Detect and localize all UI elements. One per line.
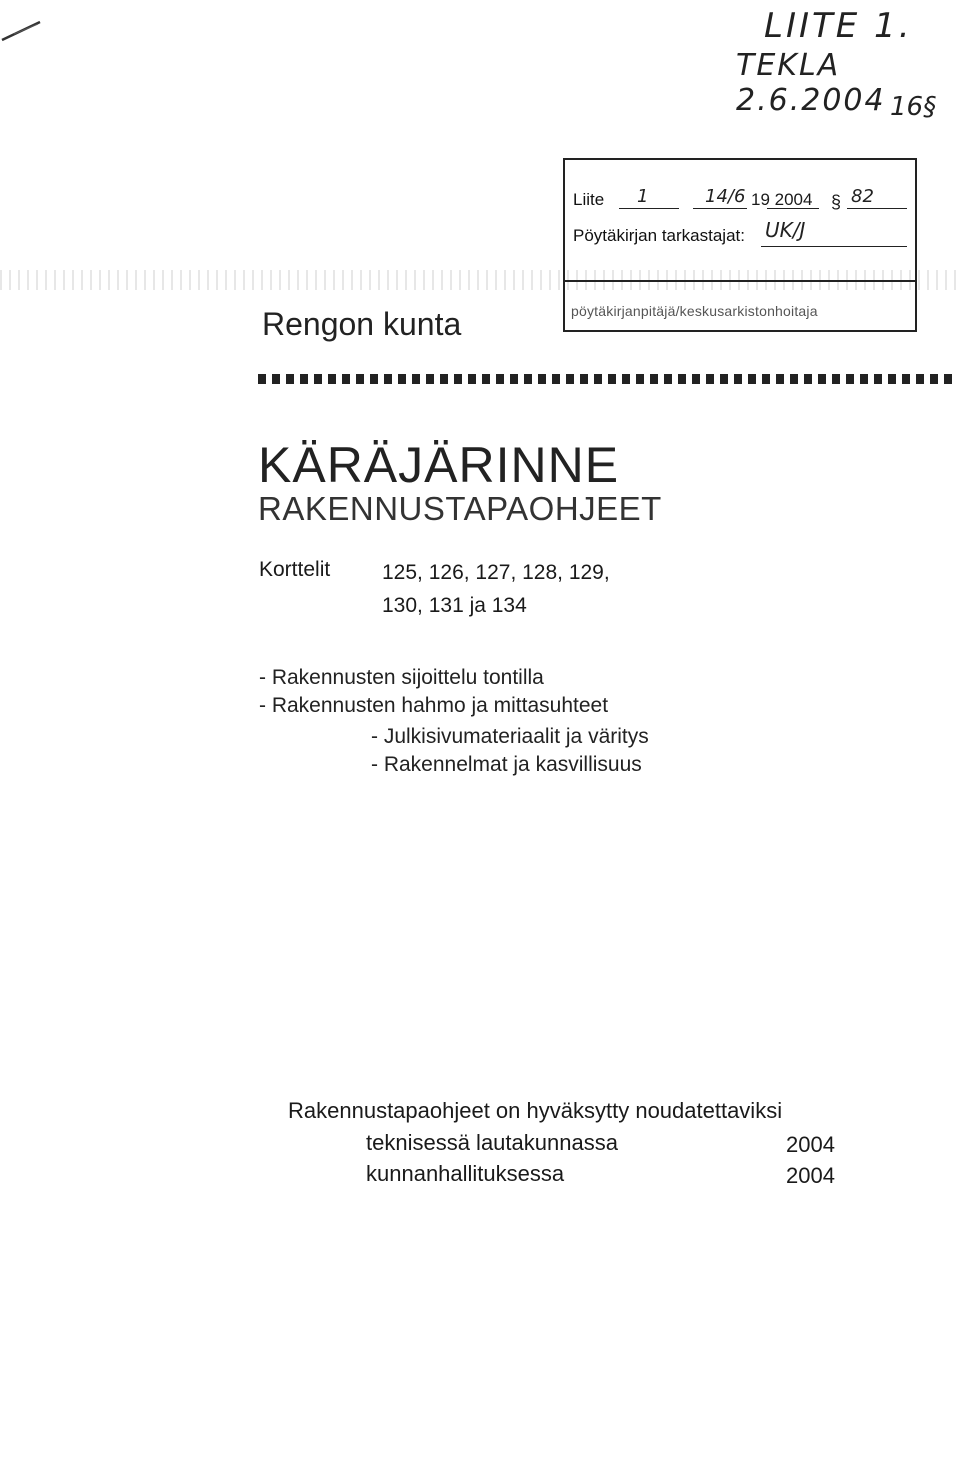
topic-item: - Rakennelmat ja kasvillisuus [371,753,642,776]
stamp-liite-label: Liite [573,190,605,209]
document-title: KÄRÄJÄRINNE [258,437,620,493]
board-year: 2004 [786,1163,835,1188]
stamp-section-number: 82 [851,186,874,207]
topic-item: - Rakennusten sijoittelu tontilla [259,666,544,689]
stamp-year: 19 2004 [751,190,813,209]
committee-year: 2004 [786,1132,835,1157]
stamp-section-symbol: § [831,192,842,212]
stamp-reviewers-initials: UK/J [765,218,806,242]
handwritten-note-tekla: TEKLA 2.6.2004 [736,48,886,118]
blocks-list-line2: 130, 131 ja 134 [382,594,527,617]
stamp-liite-number: 1 [637,186,649,207]
minutes-stamp [563,158,917,332]
dashed-divider [258,374,954,384]
municipality-name: Rengon kunta [262,306,462,342]
stamp-footer: pöytäkirjanpitäjä/keskusarkistonhoitaja [571,303,818,319]
stamp-date: 14/6 [705,186,746,207]
handwritten-note-liite: LIITE 1. [764,6,913,46]
blocks-list-line1: 125, 126, 127, 128, 129, [382,561,610,584]
handwritten-note-section: 16§ [890,92,937,122]
stamp-reviewers-label: Pöytäkirjan tarkastajat: [573,226,745,245]
approval-statement: Rakennustapaohjeet on hyväksytty noudatettaviksi [288,1098,783,1123]
topic-item: - Rakennusten hahmo ja mittasuhteet [259,694,609,717]
document-subtitle: RAKENNUSTAPAOHJEET [258,490,662,527]
committee-label: teknisessä lautakunnassa [366,1130,618,1155]
board-label: kunnanhallituksessa [366,1161,565,1186]
topic-item: - Julkisivumateriaalit ja väritys [371,725,649,748]
blocks-label: Korttelit [259,558,331,581]
scan-mark [0,18,44,44]
